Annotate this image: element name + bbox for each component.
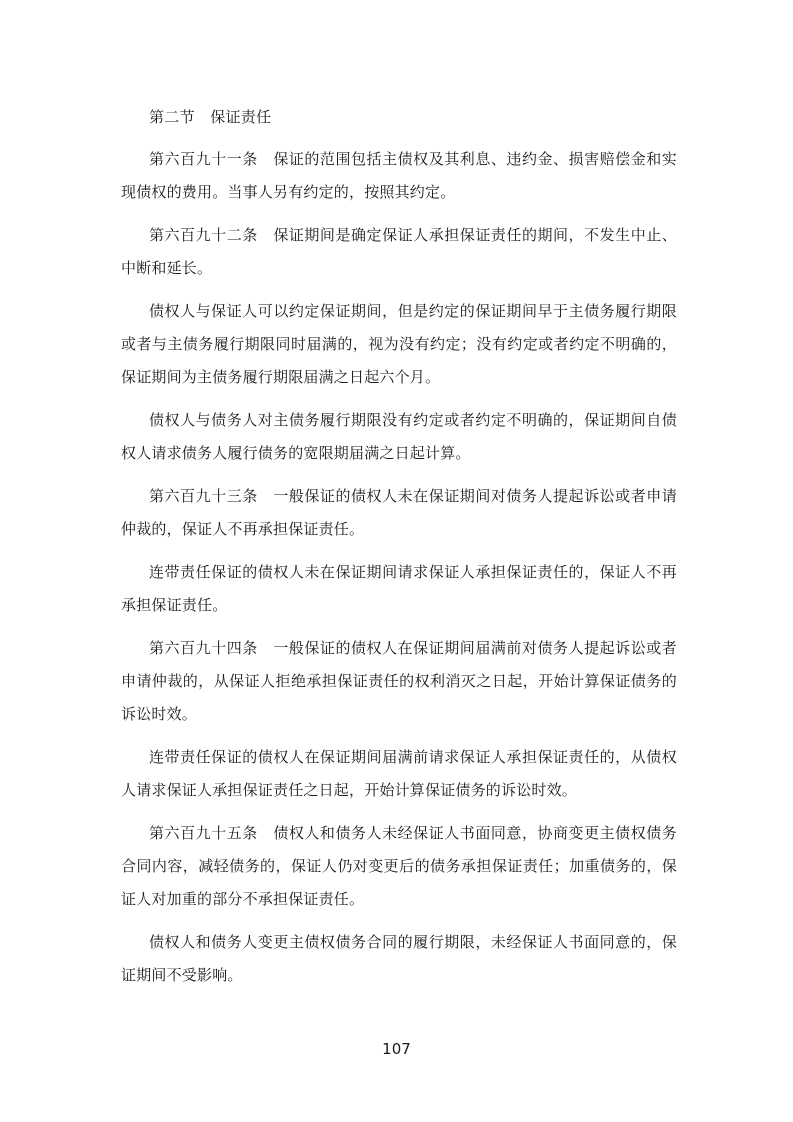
page-body	[121, 101, 677, 1002]
article-694-paragraph-2: 连带责任保证的债权人在保证期间届满前请求保证人承担保证责任的，从债权人请求保证人承担保证责任之日起，开始计算保证债务的诉讼时效。	[121, 748, 677, 799]
article-692: 第六百九十二条 保证期间是确定保证人承担保证责任的期间，不发生中止、中断和延长。	[121, 226, 677, 277]
article-692-paragraph-2: 债权人与保证人可以约定保证期间，但是约定的保证期间早于主债务履行期限或者与主债务履行期限同时届满的，视为没有约定；没有约定或者约定不明确的，保证期间为主债务履行期限届满之日起六个月。	[121, 302, 677, 386]
article-692-paragraph-3: 债权人与债务人对主债务履行期限没有约定或者约定不明确的，保证期间自债权人请求债务人履行债务的宽限期届满之日起计算。	[121, 411, 677, 462]
article-694: 第六百九十四条 一般保证的债权人在保证期间届满前对债务人提起诉讼或者申请仲裁的，从保证人拒绝承担保证责任的权利消灭之日起，开始计算保证债务的诉讼时效。	[121, 639, 677, 723]
page-number: 107	[382, 1040, 411, 1058]
article-695-paragraph-2: 债权人和债务人变更主债权债务合同的履行期限，未经保证人书面同意的，保证期间不受影响。	[121, 933, 677, 984]
section-heading: 第二节 保证责任	[149, 108, 272, 126]
article-691: 第六百九十一条 保证的范围包括主债权及其利息、违约金、损害赔偿金和实现债权的费用。当事人另有约定的，按照其约定。	[121, 150, 677, 201]
article-693: 第六百九十三条 一般保证的债权人未在保证期间对债务人提起诉讼或者申请仲裁的，保证人不再承担保证责任。	[121, 487, 677, 538]
article-693-paragraph-2: 连带责任保证的债权人未在保证期间请求保证人承担保证责任的，保证人不再承担保证责任。	[121, 563, 677, 614]
article-695: 第六百九十五条 债权人和债务人未经保证人书面同意，协商变更主债权债务合同内容，减轻债务的，保证人仍对变更后的债务承担保证责任；加重债务的，保证人对加重的部分不承担保证责任。	[121, 824, 677, 908]
